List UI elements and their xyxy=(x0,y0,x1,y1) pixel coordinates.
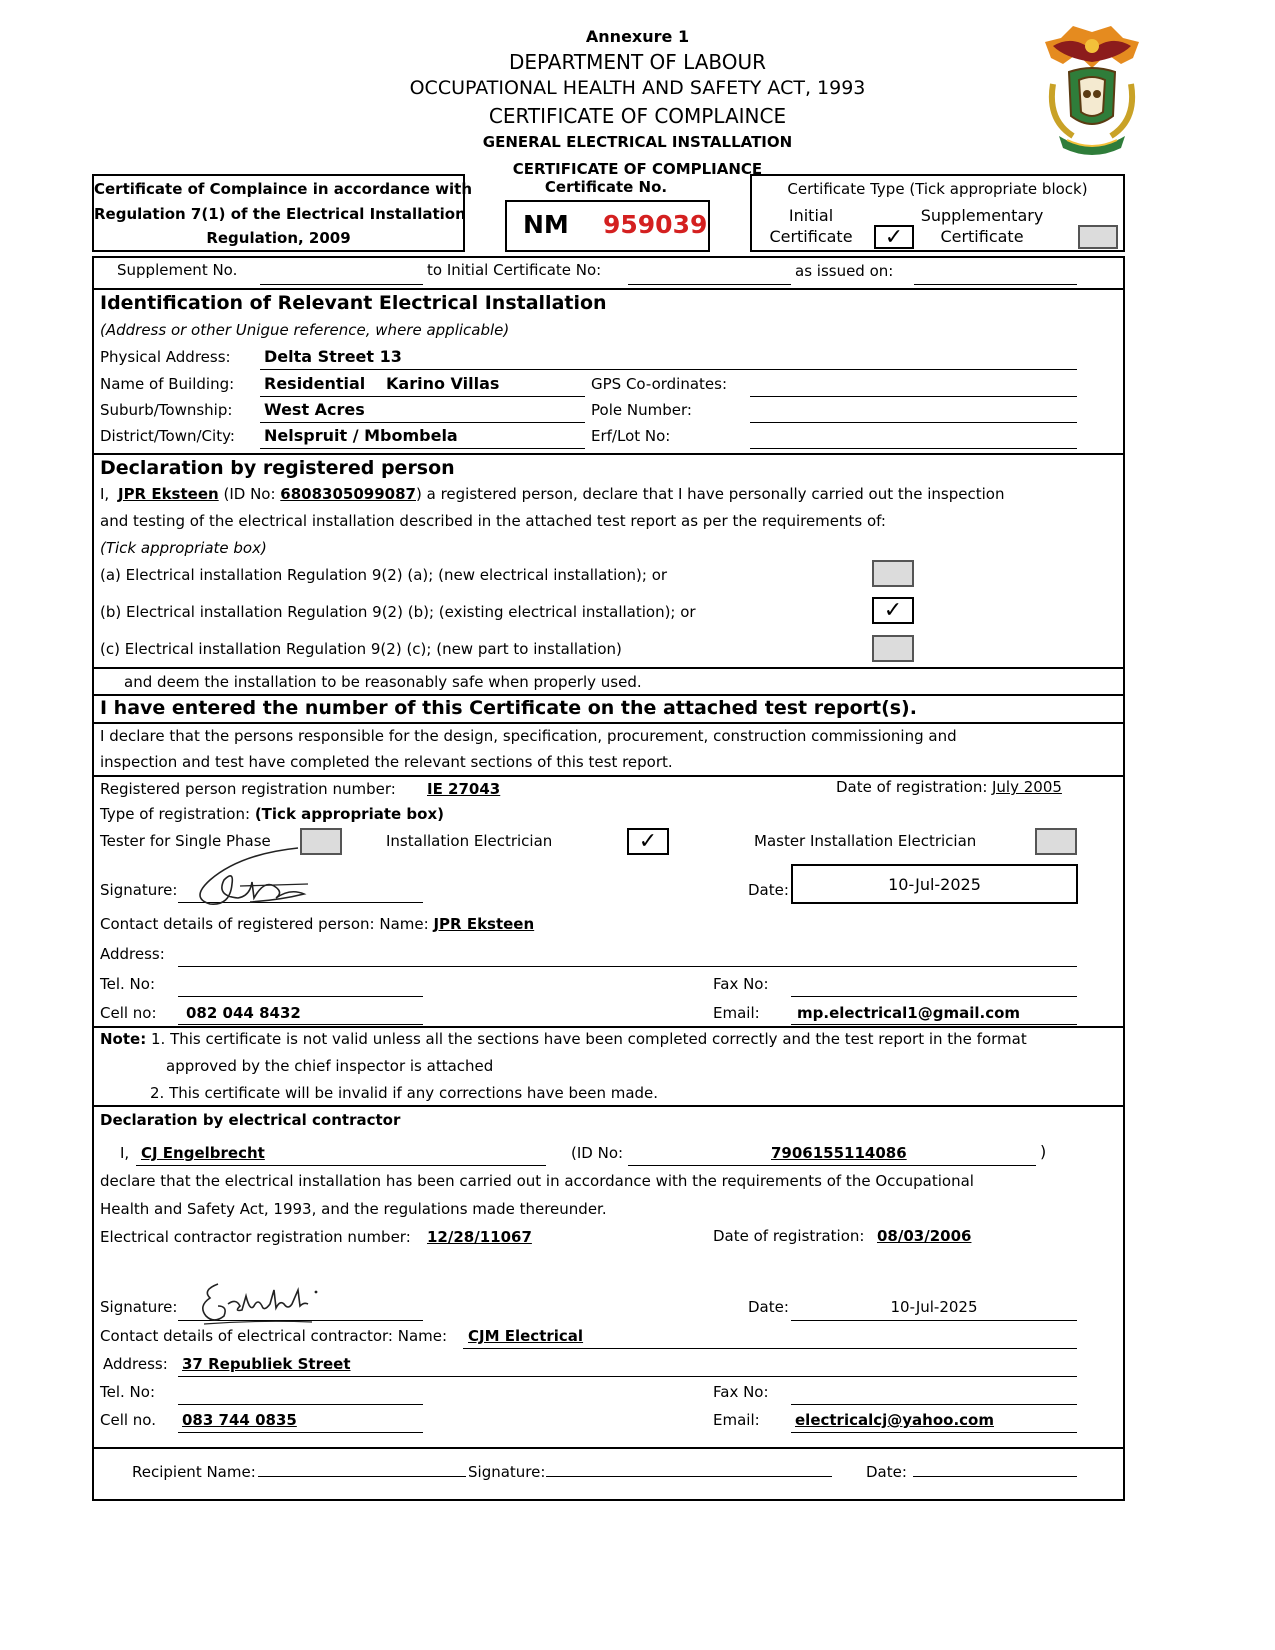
fax-field[interactable] xyxy=(791,996,1077,997)
physical-address-field[interactable] xyxy=(260,369,1077,370)
registration-number-label: Registered person registration number: xyxy=(100,780,396,798)
subtitle-general: GENERAL ELECTRICAL INSTALLATION xyxy=(482,133,793,151)
contractor-email-value: electricalcj@yahoo.com xyxy=(795,1411,994,1429)
note-text-1: 1. This certificate is not valid unless all the sections have been completed correctly and the test report in the format xyxy=(150,1030,1027,1048)
contractor-contact-field[interactable] xyxy=(463,1348,1077,1349)
physical-address-value: Delta Street 13 xyxy=(264,347,402,366)
persons-responsible-line-2: inspection and test have completed the relevant sections of this test report. xyxy=(100,753,673,771)
note-line-2: approved by the chief inspector is attached xyxy=(166,1057,494,1075)
contractor-text-1: declare that the electrical installation has been carried out in accordance with the requirements of the Occupational xyxy=(100,1172,974,1190)
registered-person-name: JPR Eksteen xyxy=(117,485,219,503)
initial-label-2: Certificate xyxy=(769,227,853,246)
compliance-regulation-box xyxy=(92,174,473,252)
separator xyxy=(92,775,1125,777)
tick-note: (Tick appropriate box) xyxy=(100,539,267,557)
email-value: mp.electrical1@gmail.com xyxy=(797,1004,1021,1022)
declaration-line-1-rest: ) a registered person, declare that I have personally carried out the inspection xyxy=(415,485,1005,503)
contractor-name-value: CJ Engelbrecht xyxy=(141,1144,265,1162)
entered-number-statement: I have entered the number of this Certificate on the attached test report(s). xyxy=(100,697,917,719)
separator xyxy=(92,667,1125,669)
contractor-email-label: Email: xyxy=(713,1411,760,1429)
building-name-value-1: Residential xyxy=(264,374,366,393)
certificate-number: 959039 xyxy=(603,210,708,239)
separator xyxy=(92,722,1125,724)
initial-cert-no-field[interactable] xyxy=(628,284,791,285)
registration-type-line xyxy=(100,805,444,823)
recipient-name-label: Recipient Name: xyxy=(132,1463,256,1481)
gps-label: GPS Co-ordinates: xyxy=(591,375,728,393)
recipient-date-label: Date: xyxy=(866,1463,907,1481)
separator xyxy=(92,288,1125,290)
identification-note: (Address or other Unigue reference, where applicable) xyxy=(100,321,510,339)
separator xyxy=(92,1105,1125,1107)
suburb-field[interactable] xyxy=(260,422,585,423)
supplementary-certificate-checkbox[interactable] xyxy=(1078,225,1118,249)
installation-electrician-label: Installation Electrician xyxy=(386,832,553,850)
deem-safe-text: and deem the installation to be reasonably safe when properly used. xyxy=(124,673,642,691)
initial-cert-no-label: to Initial Certificate No: xyxy=(427,261,602,279)
registered-person-id: 6808305099087 xyxy=(280,485,416,503)
certificate-title: CERTIFICATE OF COMPLAINCE xyxy=(488,104,787,128)
registration-date-value: July 2005 xyxy=(992,778,1062,796)
contractor-address-field[interactable] xyxy=(178,1376,1077,1377)
recipient-date-field[interactable] xyxy=(913,1476,1077,1477)
pole-number-field[interactable] xyxy=(750,422,1077,423)
compliance-line-2: Regulation 7(1) of the Electrical Installation xyxy=(94,205,466,223)
contractor-cell-label: Cell no. xyxy=(100,1411,156,1429)
installation-electrician-checkbox[interactable]: ✓ xyxy=(627,828,669,855)
contractor-tel-field[interactable] xyxy=(178,1404,423,1405)
suburb-label: Suburb/Township: xyxy=(100,401,233,419)
initial-label-1: Initial xyxy=(788,206,834,225)
signature-label: Signature: xyxy=(100,881,178,899)
certificate-prefix: NM xyxy=(523,210,569,239)
contractor-reg-label: Electrical contractor registration number: xyxy=(100,1228,411,1246)
pole-number-label: Pole Number: xyxy=(591,401,692,419)
option-a-label: (a) Electrical installation Regulation 9(2) (a); (new electrical installation); or xyxy=(100,566,668,584)
note-label: Note: xyxy=(100,1030,147,1048)
separator xyxy=(92,453,1125,455)
contact-name-value: JPR Eksteen xyxy=(433,915,535,933)
suburb-value: West Acres xyxy=(264,400,365,419)
option-c-checkbox[interactable] xyxy=(872,635,914,662)
separator xyxy=(92,694,1125,696)
declaration-line-1 xyxy=(100,485,1004,503)
initial-certificate-checkbox[interactable]: ✓ xyxy=(874,225,914,249)
gps-field[interactable] xyxy=(750,396,1077,397)
contractor-cell-field[interactable] xyxy=(178,1432,423,1433)
tester-single-phase-label: Tester for Single Phase xyxy=(100,832,271,850)
supplement-no-label: Supplement No. xyxy=(117,261,238,279)
contractor-reg-date-value: 08/03/2006 xyxy=(877,1227,972,1245)
cell-label: Cell no: xyxy=(100,1004,157,1022)
contractor-signature-label: Signature: xyxy=(100,1298,178,1316)
declaration-i: I, xyxy=(100,485,110,503)
contractor-date-value: 10-Jul-2025 xyxy=(890,1298,978,1316)
contact-details-label: Contact details of registered person: Name: xyxy=(100,915,429,933)
registration-type-label: Type of registration: xyxy=(100,805,251,823)
building-name-label: Name of Building: xyxy=(100,375,235,393)
certificate-type-label: Certificate Type (Tick appropriate block) xyxy=(787,180,1088,198)
erf-lot-label: Erf/Lot No: xyxy=(591,427,671,445)
contractor-signature xyxy=(188,1276,328,1332)
master-electrician-checkbox[interactable] xyxy=(1035,828,1077,855)
declaration-id-label: (ID No: xyxy=(223,485,276,503)
email-label: Email: xyxy=(713,1004,760,1022)
certificate-type-box xyxy=(750,174,1125,252)
contractor-date-field[interactable] xyxy=(791,1320,1077,1321)
fax-label: Fax No: xyxy=(713,975,769,993)
contractor-tel-label: Tel. No: xyxy=(100,1383,155,1401)
contractor-fax-label: Fax No: xyxy=(713,1383,769,1401)
cell-value: 082 044 8432 xyxy=(186,1004,301,1022)
supplement-no-field[interactable] xyxy=(260,284,423,285)
registration-date-label: Date of registration: xyxy=(836,778,988,796)
contractor-reg-date-label: Date of registration: xyxy=(713,1227,865,1245)
contractor-id-value: 7906155114086 xyxy=(771,1144,907,1162)
registration-type-note: (Tick appropriate box) xyxy=(254,805,444,823)
option-b-label: (b) Electrical installation Regulation 9(2) (b); (existing electrical installation); or xyxy=(100,603,696,621)
registration-date-box[interactable]: 10-Jul-2025 xyxy=(791,864,1078,904)
certificate-no-label: Certificate No. xyxy=(544,178,668,196)
erf-lot-field[interactable] xyxy=(750,448,1077,449)
contact-details-line xyxy=(100,915,534,933)
district-field[interactable] xyxy=(260,448,585,449)
option-b-checkbox[interactable]: ✓ xyxy=(872,597,914,624)
physical-address-label: Physical Address: xyxy=(100,348,231,366)
contractor-id-close: ) xyxy=(1040,1142,1047,1161)
recipient-signature-label: Signature: xyxy=(468,1463,546,1481)
contractor-heading: Declaration by electrical contractor xyxy=(100,1111,401,1129)
tel-label: Tel. No: xyxy=(100,975,155,993)
contractor-contact-name: CJM Electrical xyxy=(468,1327,584,1345)
contractor-reg-value: 12/28/11067 xyxy=(427,1228,532,1246)
contractor-date-label: Date: xyxy=(748,1298,789,1316)
separator xyxy=(92,1447,1125,1449)
contractor-address-label: Address: xyxy=(103,1355,168,1373)
note-line-3: 2. This certificate will be invalid if any corrections have been made. xyxy=(150,1084,659,1102)
building-name-value-2: Karino Villas xyxy=(386,374,500,393)
note-line-1 xyxy=(100,1030,1027,1048)
option-a-checkbox[interactable] xyxy=(872,560,914,587)
persons-responsible-line-1: I declare that the persons responsible for the design, specification, procurement, construction commissioning and xyxy=(100,727,957,745)
contractor-address-value: 37 Republiek Street xyxy=(182,1355,351,1373)
address-field[interactable] xyxy=(178,966,1077,967)
contractor-contact-label: Contact details of electrical contractor: Name: xyxy=(100,1327,448,1345)
contractor-email-field[interactable] xyxy=(791,1432,1077,1433)
cell-field[interactable] xyxy=(178,1024,423,1025)
declaration-heading: Declaration by registered person xyxy=(100,457,455,479)
issued-on-label: as issued on: xyxy=(795,262,894,280)
recipient-signature-field[interactable] xyxy=(546,1476,832,1477)
compliance-line-1: Certificate of Complaince in accordance with xyxy=(94,180,473,198)
address-label: Address: xyxy=(100,945,165,963)
issued-on-field[interactable] xyxy=(914,284,1077,285)
district-value: Nelspruit / Mbombela xyxy=(264,426,458,445)
registered-person-signature xyxy=(180,840,320,916)
contractor-text-2: Health and Safety Act, 1993, and the regulations made thereunder. xyxy=(100,1200,607,1218)
registration-number-value: IE 27043 xyxy=(427,780,501,798)
building-name-field[interactable] xyxy=(260,396,585,397)
recipient-name-field[interactable] xyxy=(258,1476,466,1477)
contractor-i: I, xyxy=(120,1144,130,1162)
subtitle-compliance: CERTIFICATE OF COMPLIANCE xyxy=(512,160,763,178)
supplementary-label-2: Certificate xyxy=(940,227,1024,246)
supplementary-label-1: Supplementary xyxy=(920,206,1044,225)
act-title: OCCUPATIONAL HEALTH AND SAFETY ACT, 1993 xyxy=(409,77,866,99)
master-electrician-label: Master Installation Electrician xyxy=(754,832,977,850)
department-title: DEPARTMENT OF LABOUR xyxy=(508,50,767,74)
compliance-line-3: Regulation, 2009 xyxy=(206,229,351,247)
contractor-id-field[interactable] xyxy=(628,1165,1036,1166)
tel-field[interactable] xyxy=(178,996,423,997)
contractor-cell-value: 083 744 0835 xyxy=(182,1411,297,1429)
declaration-line-2: and testing of the electrical installation described in the attached test report as per the requirements of: xyxy=(100,512,886,530)
annexure-label: Annexure 1 xyxy=(585,27,690,46)
separator xyxy=(92,1026,1125,1028)
district-label: District/Town/City: xyxy=(100,427,235,445)
option-c-label: (c) Electrical installation Regulation 9(2) (c); (new part to installation) xyxy=(100,640,622,658)
certificate-number-box xyxy=(505,200,710,252)
coat-of-arms-icon xyxy=(1033,24,1151,160)
contractor-name-field[interactable] xyxy=(136,1165,546,1166)
identification-heading: Identification of Relevant Electrical Installation xyxy=(100,292,607,314)
contractor-fax-field[interactable] xyxy=(791,1404,1077,1405)
date-label: Date: xyxy=(748,881,789,899)
email-field[interactable] xyxy=(791,1024,1077,1025)
contractor-id-label: (ID No: xyxy=(571,1144,624,1162)
